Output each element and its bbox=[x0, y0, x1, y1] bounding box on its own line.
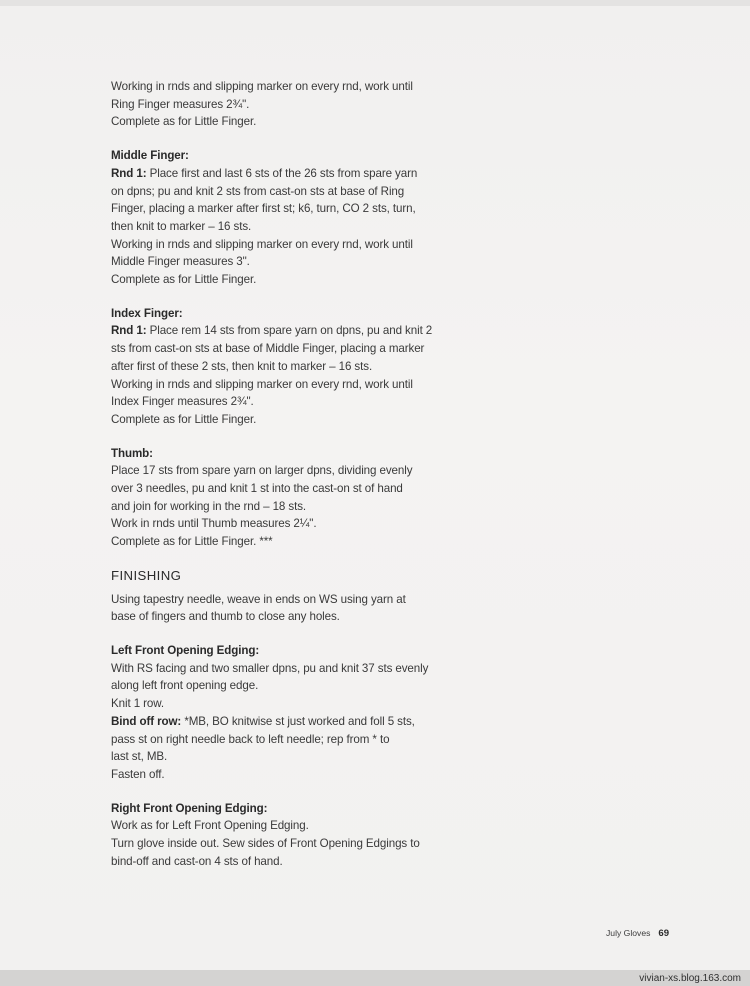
text-line: and join for working in the rnd – 18 sts. bbox=[111, 499, 307, 513]
text-line: last st, MB. bbox=[111, 750, 168, 764]
rnd-label: Rnd 1: bbox=[111, 324, 147, 338]
ring-finger-continuation bbox=[111, 78, 491, 131]
text-line: sts from cast-on sts at base of Middle Finger, placing a marker bbox=[111, 342, 425, 356]
index-finger-heading: Index Finger: bbox=[111, 306, 183, 320]
text-line: Complete as for Little Finger. bbox=[111, 273, 257, 287]
text-line: Working in rnds and slipping marker on every rnd, work until bbox=[111, 377, 413, 391]
left-edging-heading: Left Front Opening Edging: bbox=[111, 643, 260, 657]
middle-finger-heading: Middle Finger: bbox=[111, 149, 189, 163]
text-line: With RS facing and two smaller dpns, pu and knit 37 sts evenly bbox=[111, 661, 429, 675]
watermark: vivian-xs.blog.163.com bbox=[639, 973, 741, 984]
middle-finger-section bbox=[111, 147, 491, 289]
text-line: base of fingers and thumb to close any holes. bbox=[111, 610, 340, 624]
finishing-section bbox=[111, 567, 491, 626]
text-line: Place 17 sts from spare yarn on larger dpns, dividing evenly bbox=[111, 464, 413, 478]
text-line: Middle Finger measures 3". bbox=[111, 255, 250, 269]
finishing-heading: FINISHING bbox=[111, 567, 182, 583]
text-line: pass st on right needle back to left needle; rep from * to bbox=[111, 732, 390, 746]
bind-off-label: Bind off row: bbox=[111, 714, 182, 728]
text-line: Index Finger measures 2¾". bbox=[111, 395, 254, 409]
text-line: Finger, placing a marker after first st; k6, turn, CO 2 sts, turn, bbox=[111, 202, 416, 216]
text-line: Working in rnds and slipping marker on every rnd, work until bbox=[111, 237, 413, 251]
text-line: on dpns; pu and knit 2 sts from cast-on sts at base of Ring bbox=[111, 184, 405, 198]
text-line: Fasten off. bbox=[111, 767, 165, 781]
text-line: along left front opening edge. bbox=[111, 679, 259, 693]
text-span: *MB, BO knitwise st just worked and foll 5 sts, bbox=[184, 714, 415, 728]
scan-bottom-band bbox=[0, 970, 750, 986]
text-line: Complete as for Little Finger. bbox=[111, 412, 257, 426]
text-line: Using tapestry needle, weave in ends on WS using yarn at bbox=[111, 592, 406, 606]
text-line: Complete as for Little Finger. bbox=[111, 115, 257, 129]
text-line bbox=[111, 322, 491, 340]
text-line: Knit 1 row. bbox=[111, 697, 165, 711]
right-edging-heading: Right Front Opening Edging: bbox=[111, 801, 268, 815]
text-line: then knit to marker – 16 sts. bbox=[111, 219, 252, 233]
right-edging-section bbox=[111, 800, 491, 871]
text-line: Work in rnds until Thumb measures 2¼". bbox=[111, 517, 317, 531]
text-line bbox=[111, 165, 491, 183]
text-span: Place first and last 6 sts of the 26 sts from spare yarn bbox=[149, 166, 418, 180]
left-edging-section bbox=[111, 642, 491, 784]
text-line: over 3 needles, pu and knit 1 st into the cast-on st of hand bbox=[111, 482, 403, 496]
text-line: Turn glove inside out. Sew sides of Front Opening Edgings to bbox=[111, 837, 420, 851]
page-footer bbox=[606, 928, 669, 939]
thumb-section bbox=[111, 445, 491, 551]
page-number: 69 bbox=[658, 928, 670, 939]
thumb-heading: Thumb: bbox=[111, 446, 153, 460]
rnd-label: Rnd 1: bbox=[111, 166, 147, 180]
footer-title: July Gloves bbox=[606, 928, 651, 938]
index-finger-section bbox=[111, 305, 491, 429]
text-line: bind-off and cast-on 4 sts of hand. bbox=[111, 854, 283, 868]
pattern-text bbox=[111, 78, 491, 886]
text-line: Working in rnds and slipping marker on every rnd, work until bbox=[111, 80, 413, 93]
text-line: after first of these 2 sts, then knit to marker – 16 sts. bbox=[111, 359, 373, 373]
text-line bbox=[111, 713, 491, 731]
text-span: Place rem 14 sts from spare yarn on dpns, pu and knit 2 bbox=[149, 324, 433, 338]
text-line: Ring Finger measures 2¾". bbox=[111, 97, 250, 111]
text-line: Work as for Left Front Opening Edging. bbox=[111, 819, 309, 833]
text-line: Complete as for Little Finger. *** bbox=[111, 535, 273, 549]
